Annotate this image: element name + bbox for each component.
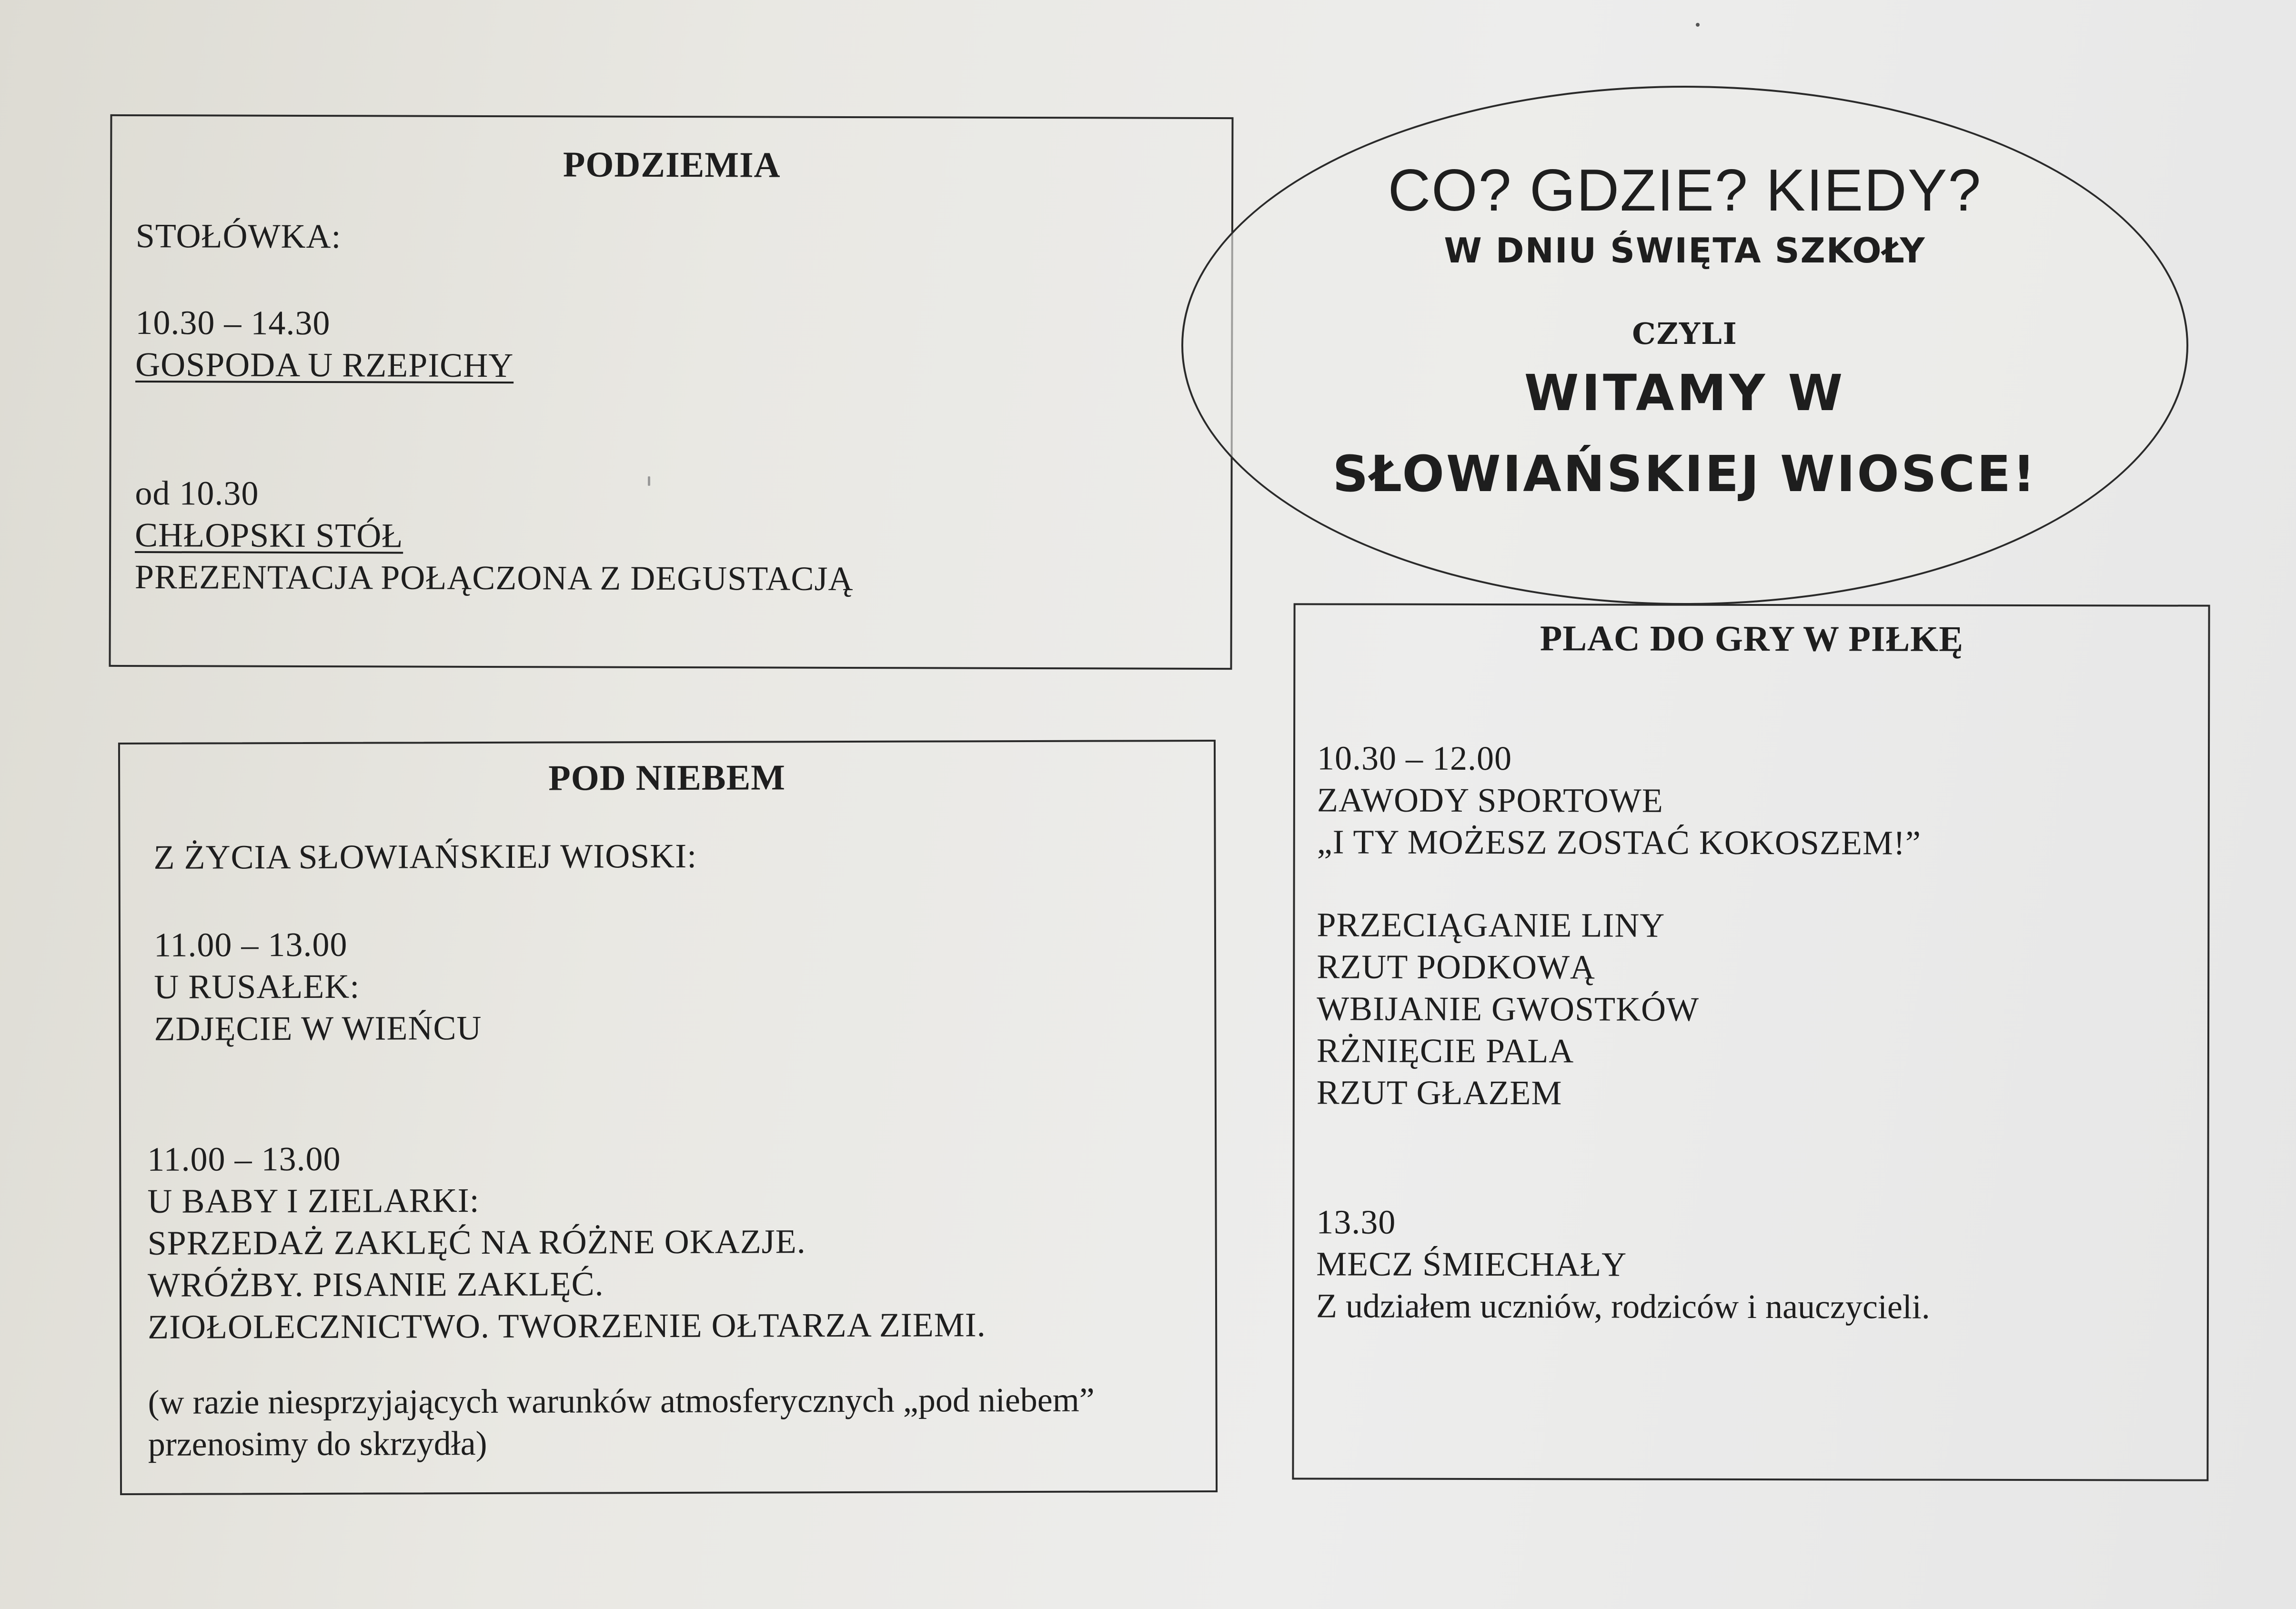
plac-box — [1292, 603, 2210, 1481]
sports-motto: „I TY MOŻESZ ZOSTAĆ KOKOSZEM!” — [1317, 823, 1921, 862]
heading-welcome-line2: SŁOWIAŃSKIEJ WIOSCE! — [1332, 445, 2037, 503]
baba-activity-3: ZIOŁOLECZNICTWO. TWORZENIE OŁTARZA ZIEMI. — [148, 1306, 986, 1346]
event-tug-of-war: PRZECIĄGANIE LINY — [1317, 905, 1665, 945]
sports-name: ZAWODY SPORTOWE — [1317, 781, 1663, 820]
heading-subtitle: W DNIU ŚWIĘTA SZKOŁY — [1444, 231, 1926, 271]
rusalki-activity: ZDJĘCIE W WIEŃCU — [154, 1009, 482, 1048]
paper-speck — [648, 476, 650, 486]
match-name: MECZ ŚMIECHAŁY — [1316, 1245, 1627, 1284]
heading-welcome-line1: WITAMY W — [1524, 364, 1846, 422]
podziemia-title: PODZIEMIA — [563, 144, 781, 185]
heading-title: CO? GDZIE? KIEDY? — [1388, 158, 1982, 223]
gospoda-time: 10.30 – 14.30 — [135, 303, 331, 342]
canteen-label: STOŁÓWKA: — [135, 217, 342, 256]
heading-oval — [1181, 86, 2188, 605]
match-time: 13.30 — [1316, 1203, 1396, 1241]
weather-note-1: (w razie niesprzyjających warunków atmosferycznych „pod niebem” — [148, 1380, 1095, 1421]
event-nails: WBIJANIE GWOSTKÓW — [1317, 989, 1700, 1028]
podziemia-box — [109, 114, 1233, 670]
gospoda-name: GOSPODA U RZEPICHY — [135, 345, 514, 385]
plac-title: PLAC DO GRY W PIŁKĘ — [1540, 618, 1964, 659]
village-life-label: Z ŻYCIA SŁOWIAŃSKIEJ WIOSKI: — [153, 836, 697, 876]
sports-time: 10.30 – 12.00 — [1317, 739, 1512, 778]
rusalki-name: U RUSAŁEK: — [154, 967, 360, 1006]
event-log-cutting: RŻNIĘCIE PALA — [1316, 1031, 1574, 1070]
paper-speck — [1696, 23, 1700, 27]
event-horseshoe: RZUT PODKOWĄ — [1317, 947, 1596, 986]
chlopski-description: PREZENTACJA POŁĄCZONA Z DEGUSTACJĄ — [134, 558, 854, 598]
heading-connector: CZYLI — [1632, 316, 1738, 351]
rusalki-time: 11.00 – 13.00 — [153, 925, 348, 964]
event-boulder: RZUT GŁAZEM — [1316, 1073, 1562, 1112]
baba-time: 11.00 – 13.00 — [147, 1139, 341, 1178]
chlopski-time: od 10.30 — [135, 474, 259, 513]
baba-activity-1: SPRZEDAŻ ZAKLĘĆ NA RÓŻNE OKAZJE. — [147, 1222, 806, 1262]
baba-activity-2: WRÓŻBY. PISANIE ZAKLĘĆ. — [147, 1265, 604, 1304]
match-participants: Z udziałem uczniów, rodziców i nauczycieli. — [1316, 1287, 1930, 1326]
baba-name: U BABY I ZIELARKI: — [147, 1181, 480, 1220]
pod-niebem-title: POD NIEBEM — [548, 757, 786, 798]
chlopski-name: CHŁOPSKI STÓŁ — [135, 516, 403, 555]
pod-niebem-box — [118, 740, 1218, 1495]
weather-note-2: przenosimy do skrzydła) — [148, 1424, 487, 1463]
